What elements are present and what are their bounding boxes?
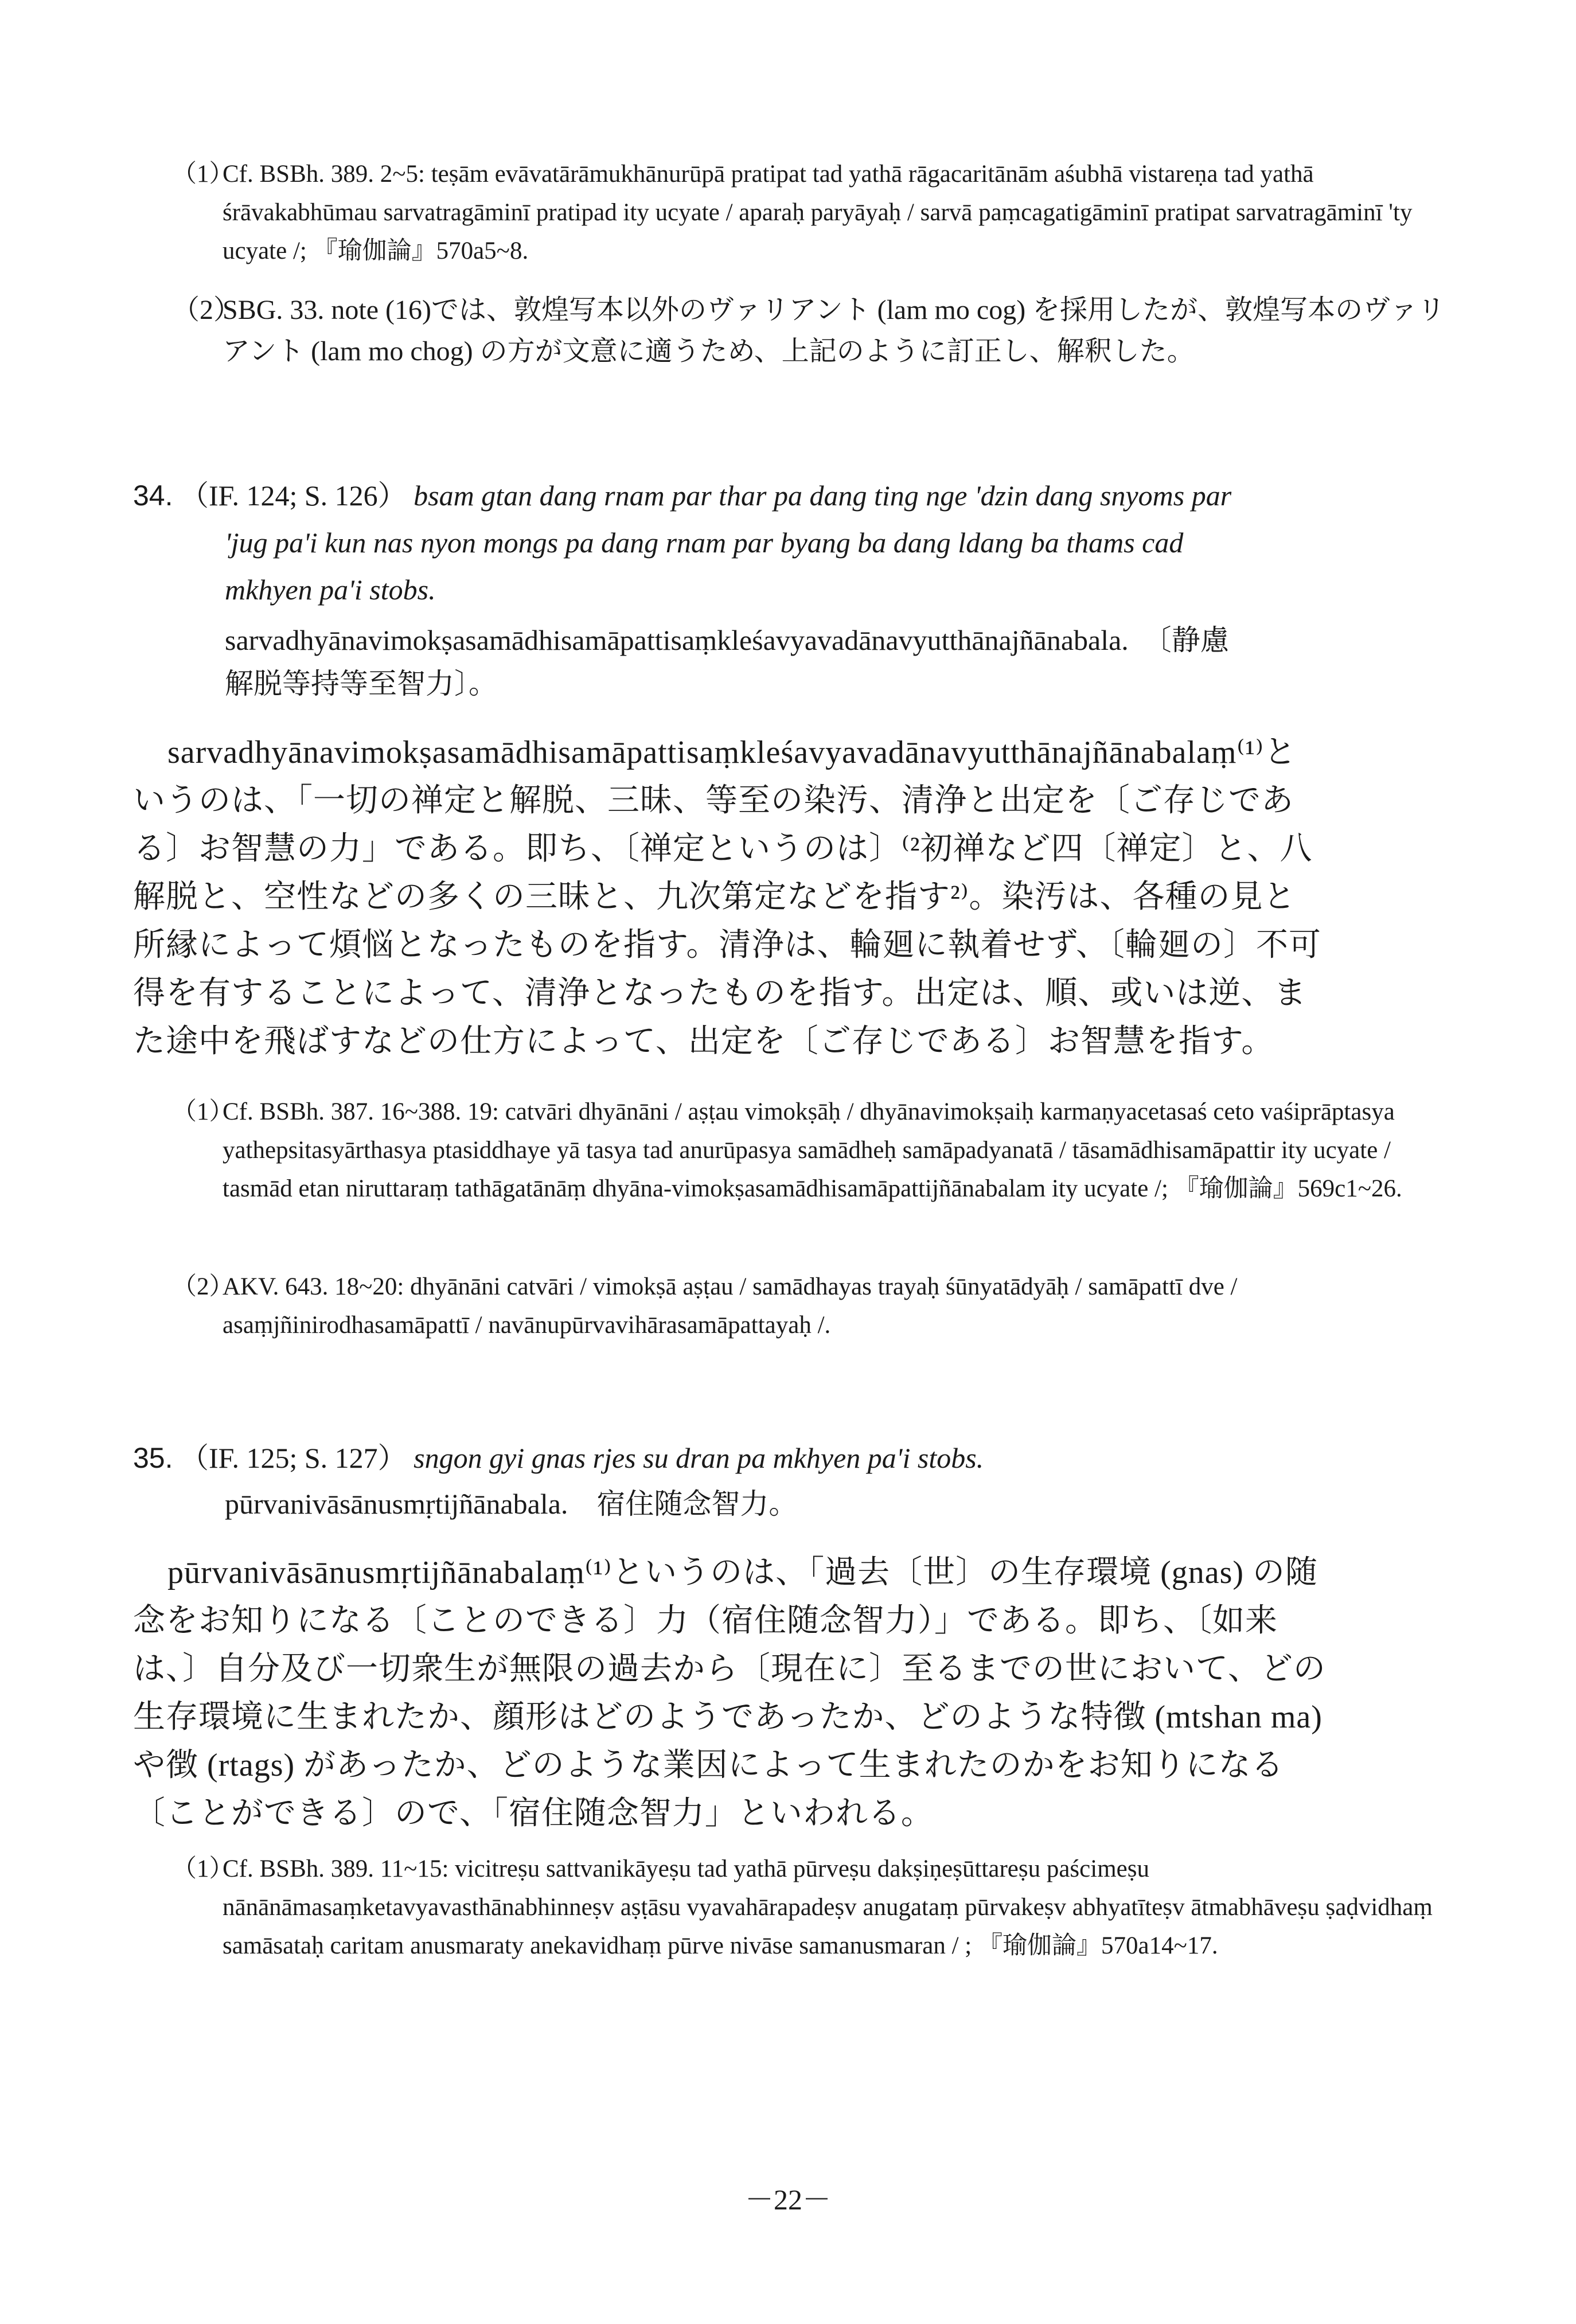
- page-number: －22－: [745, 2183, 831, 2216]
- footnote-text: Cf. BSBh. 389. 11~15: vicitreṣu sattvanikāyeṣu tad yathā pūrveṣu dakṣiṇeṣūttareṣu paścimeṣu nānānāmasaṃketavyavasthānabhinneṣv aṣṭāsu vyavahārapadeṣv anugataṃ pūrvakeṣv abhyatīteṣv ātmabhāveṣu ṣaḍvidhaṃ samāsataḥ caritam anusmaraty anekavidhaṃ pūrve nivāse samanusmaran / ; 『瑜伽論』570a14~17.: [223, 1855, 1433, 1959]
- sanskrit-title-line: sarvadhyānavimokṣasamādhisamāpattisaṃkleśavyavadānavyutthānajñānabala. 〔静慮: [225, 624, 1229, 656]
- entry-34-heading: [133, 471, 1423, 520]
- tibetan-title-line: 'jug pa'i kun nas nyon mongs pa dang rnam par byang ba dang ldang ba thams cad: [225, 527, 1184, 559]
- footnote-number: （2）: [172, 295, 241, 325]
- entry-34-body: sarvadhyānavimokṣasamādhisamāpattisaṃkleśavyavadānavyutthānajñānabalaṃ⁽¹⁾というのは、「一切の禅定と解脱、三昧、等至の染汚、清浄と出定を〔ご存じである〕お智慧の力」である。即ち、〔禅定というのは〕⁽²初禅など四〔禅定〕と、八解脱と、空性などの多くの三昧と、九次第定などを指す²⁾。染汚は、各種の見と所縁によって煩悩となったものを指す。清浄は、輪廻に執着せず、〔輪廻の〕不可得を有することによって、清浄となったものを指す。出定は、順、或いは逆、また途中を飛ばすなどの仕方によって、出定を〔ご存じである〕お智慧を指す。: [133, 735, 1322, 1059]
- entry-34-footnote-2: [172, 1268, 1461, 1344]
- entry-34-footnote-1: [172, 1093, 1461, 1208]
- entry-reference: （IF. 124; S. 126）: [180, 479, 407, 512]
- footnote-number: （1）: [172, 161, 234, 188]
- footnote-text: SBG. 33. note (16)では、敦煌写本以外のヴァリアント (lam mo cog) を採用したが、敦煌写本のヴァリアント (lam mo chog) の方が文意に適うため、上記のように訂正し、解釈した。: [223, 295, 1445, 366]
- tibetan-title-line: bsam gtan dang rnam par thar pa dang ting nge 'dzin dang snyoms par: [413, 479, 1232, 512]
- entry-number: 35.: [133, 1442, 173, 1474]
- footnote-number: （1）: [172, 1098, 234, 1125]
- sanskrit-title-line: 解脱等持等至智力〕。: [225, 668, 497, 700]
- footnote-top-2: [172, 290, 1461, 372]
- footnote-number: （1）: [172, 1855, 234, 1882]
- sanskrit-title-line: pūrvanivāsānusmṛtijñānabala. 宿住随念智力。: [225, 1488, 798, 1520]
- footnote-text: Cf. BSBh. 387. 16~388. 19: catvāri dhyānāni / aṣṭau vimokṣāḥ / dhyānavimokṣaiḥ karmaṇyacetasaś ceto vaśiprāptasya yathepsitasyārthasya ptasiddhaye yā tasya tad anurūpasya samādheḥ samāpadyanatā / tāsamādhisamāpattir ity ucyate / tasmād etan niruttaraṃ tathāgatānāṃ dhyāna-vimokṣasamādhisamāpattijñānabalam ity ucyate /; 『瑜伽論』569c1~26.: [223, 1098, 1402, 1202]
- entry-number: 34.: [133, 479, 173, 512]
- entry-35-heading: [133, 1434, 1423, 1482]
- entry-reference: （IF. 125; S. 127）: [180, 1442, 407, 1474]
- footnote-top-1: [172, 155, 1461, 270]
- footnote-text: Cf. BSBh. 389. 2~5: teṣām evāvatārāmukhānurūpā pratipat tad yathā rāgacaritānām aśubhā vistareṇa tad yathā śrāvakabhūmau sarvatragāminī pratipad ity ucyate / aparaḥ paryāyaḥ / sarvā paṃcagatigāminī pratipat sarvatragāminī 'ty ucyate /; 『瑜伽論』570a5~8.: [223, 161, 1413, 264]
- footnote-number: （2）: [172, 1273, 234, 1300]
- tibetan-title-line: mkhyen pa'i stobs.: [225, 574, 436, 606]
- entry-35-footnote-1: [172, 1850, 1461, 1965]
- footnote-text: AKV. 643. 18~20: dhyānāni catvāri / vimokṣā aṣṭau / samādhayas trayaḥ śūnyatādyāḥ / samāpattī dve / asaṃjñinirodhasamāpattī / navānupūrvavihārasamāpattayaḥ /.: [223, 1273, 1238, 1339]
- tibetan-title-line: sngon gyi gnas rjes su dran pa mkhyen pa'i stobs.: [413, 1442, 984, 1474]
- entry-35-body: pūrvanivāsānusmṛtijñānabalaṃ⁽¹⁾というのは、「過去〔世〕の生存環境 (gnas) の随念をお知りになる〔ことのできる〕力（宿住随念智力）」である。即ち、〔如来は、〕自分及び一切衆生が無限の過去から〔現在に〕至るまでの世において、どの生存環境に生まれたか、顔形はどのようであったか、どのような特徴 (mtshan ma) や徴 (rtags) があったか、どのような業因によって生まれたのかをお知りになる〔ことができる〕ので、「宿住随念智力」といわれる。: [133, 1555, 1326, 1831]
